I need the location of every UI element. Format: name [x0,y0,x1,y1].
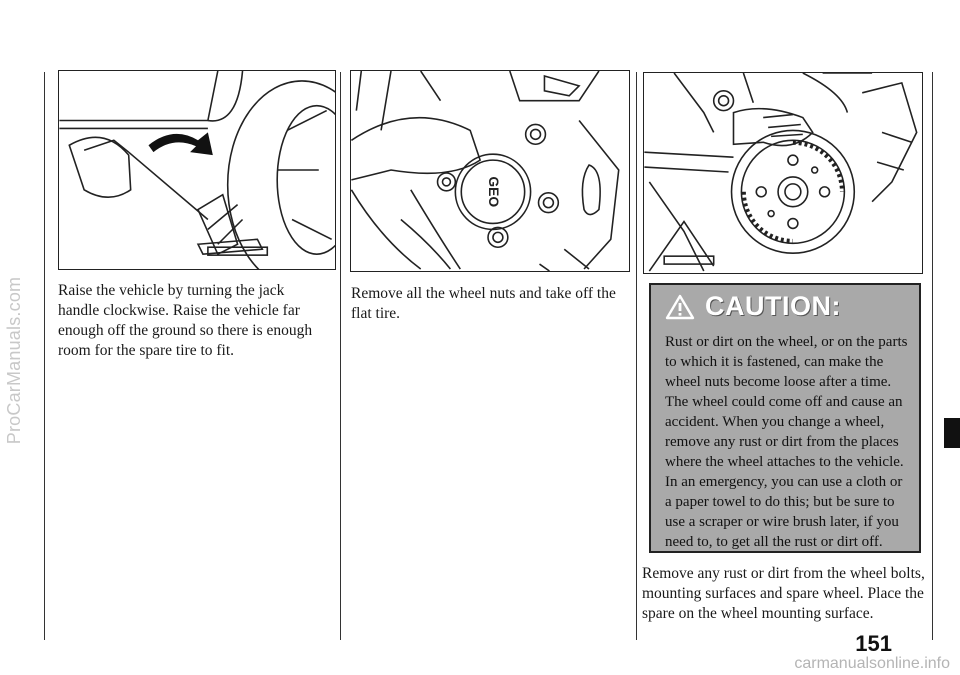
section-tab-mark [944,418,960,448]
caution-header [665,291,909,322]
caution-title: CAUTION: [705,291,841,321]
warning-triangle-icon [665,294,695,320]
column-divider-4 [932,72,933,640]
page-number: 151 [855,631,892,656]
jack-handle-turning-illustration [59,71,335,269]
figure-jack-handle [58,70,336,270]
watermark-left-text: ProCarManuals.com [4,276,25,444]
hubcap-logo: GEO [486,176,503,208]
watermark-bottom: carmanualsonline.info [794,655,950,672]
left-column-text: Raise the vehicle by turning the jack handle clockwise. Raise the vehicle far enough off the ground so there is enough room for the spare tire to fit. [58,282,313,359]
figure-spare-wheel [643,72,923,274]
column-divider-3 [636,72,637,640]
caution-text: Rust or dirt on the wheel, or on the parts to which it is fastened, can make the wheel nuts become loose after a time. The wheel could come off and cause an accident. When you change a wheel, remove any rust or dirt from the places where the wheel attaches to the vehicle. In an emergency, you can use a cloth or a paper towel to do this; but be sure to use a scraper or wire brush later, if you need to, to get all the rust or dirt off. [665,334,908,550]
right-column-text: Remove any rust or dirt from the wheel bolts, mounting surfaces and spare wheel. Place the spare on the wheel mounting surface. [642,565,925,622]
column-divider-2 [340,72,341,640]
watermark-left [2,80,28,640]
column-divider-1 [44,72,45,640]
middle-column-text: Remove all the wheel nuts and take off the flat tire. [351,285,616,322]
wheel-nuts-removal-illustration [351,71,629,271]
caution-box [649,283,921,553]
spare-wheel-mounting-illustration [644,73,922,273]
figure-wheel-nuts [350,70,630,272]
